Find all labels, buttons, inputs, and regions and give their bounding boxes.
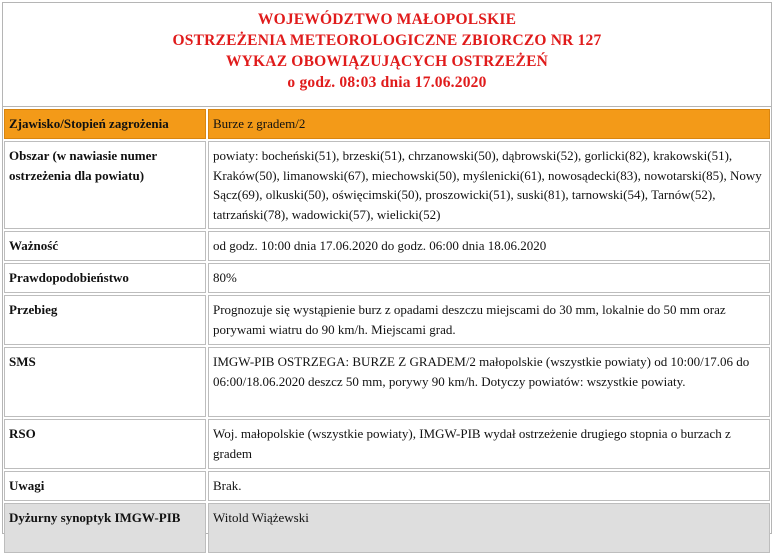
table-row-notes [4,471,770,501]
row-value: powiaty: bocheński(51), brzeski(51), chrzanowski(50), dąbrowski(52), gorlicki(82), krakowski(51), Kraków(50), limanowski(67), miechowski(50), myślenicki(61), nowosądecki(83), nowotarski(85), Nowy Sącz(69), olkuski(50), oświęcimski(50), proszowicki(51), suski(81), tarnowski(54), Tarnów(52), tatrzański(78), wadowicki(57), wielicki(52) [208,141,770,229]
row-value: 80% [208,263,770,293]
row-value: IMGW-PIB OSTRZEGA: BURZE Z GRADEM/2 małopolskie (wszystkie powiaty) od 10:00/17.06 do 06:00/18.06.2020 deszcz 50 mm, porywy 90 km/h. Dotyczy powiatów: wszystkie powiaty. [208,347,770,417]
row-label: SMS [4,347,206,417]
warning-table [2,107,772,555]
row-value: Prognozuje się wystąpienie burz z opadami deszczu miejscami do 30 mm, lokalnie do 50 mm oraz porywami wiatru do 90 km/h. Miejscami grad. [208,295,770,345]
table-row-rso [4,419,770,469]
row-value: Brak. [208,471,770,501]
header-region: WOJEWÓDZTWO MAŁOPOLSKIE [257,11,517,28]
table-row-course [4,295,770,345]
row-label: Obszar (w nawiasie numer ostrzeżenia dla powiatu) [4,141,206,229]
row-label: Prawdopodobieństwo [4,263,206,293]
table-row-probability [4,263,770,293]
header-timestamp: o godz. 08:03 dnia 17.06.2020 [287,74,487,91]
table-row-phenomenon [4,109,770,139]
row-label: Ważność [4,231,206,261]
row-label: Przebieg [4,295,206,345]
table-row-sms [4,347,770,417]
row-value: od godz. 10:00 dnia 17.06.2020 do godz. 06:00 dnia 18.06.2020 [208,231,770,261]
header-subtitle: WYKAZ OBOWIĄZUJĄCYCH OSTRZEŻEŃ [225,53,549,70]
row-label: RSO [4,419,206,469]
table-row-area [4,141,770,229]
row-value: Woj. małopolskie (wszystkie powiaty), IMGW-PIB wydał ostrzeżenie drugiego stopnia o burzach z gradem [208,419,770,469]
document-header [3,3,771,107]
table-row-forecaster [4,503,770,553]
header-title: OSTRZEŻENIA METEOROLOGICZNE ZBIORCZO NR 127 [172,32,602,49]
row-label: Uwagi [4,471,206,501]
row-value: Witold Wiążewski [208,503,770,553]
row-value: Burze z gradem/2 [208,109,770,139]
warning-document [2,2,772,534]
row-label: Dyżurny synoptyk IMGW-PIB [4,503,206,553]
table-row-validity [4,231,770,261]
row-label: Zjawisko/Stopień zagrożenia [4,109,206,139]
